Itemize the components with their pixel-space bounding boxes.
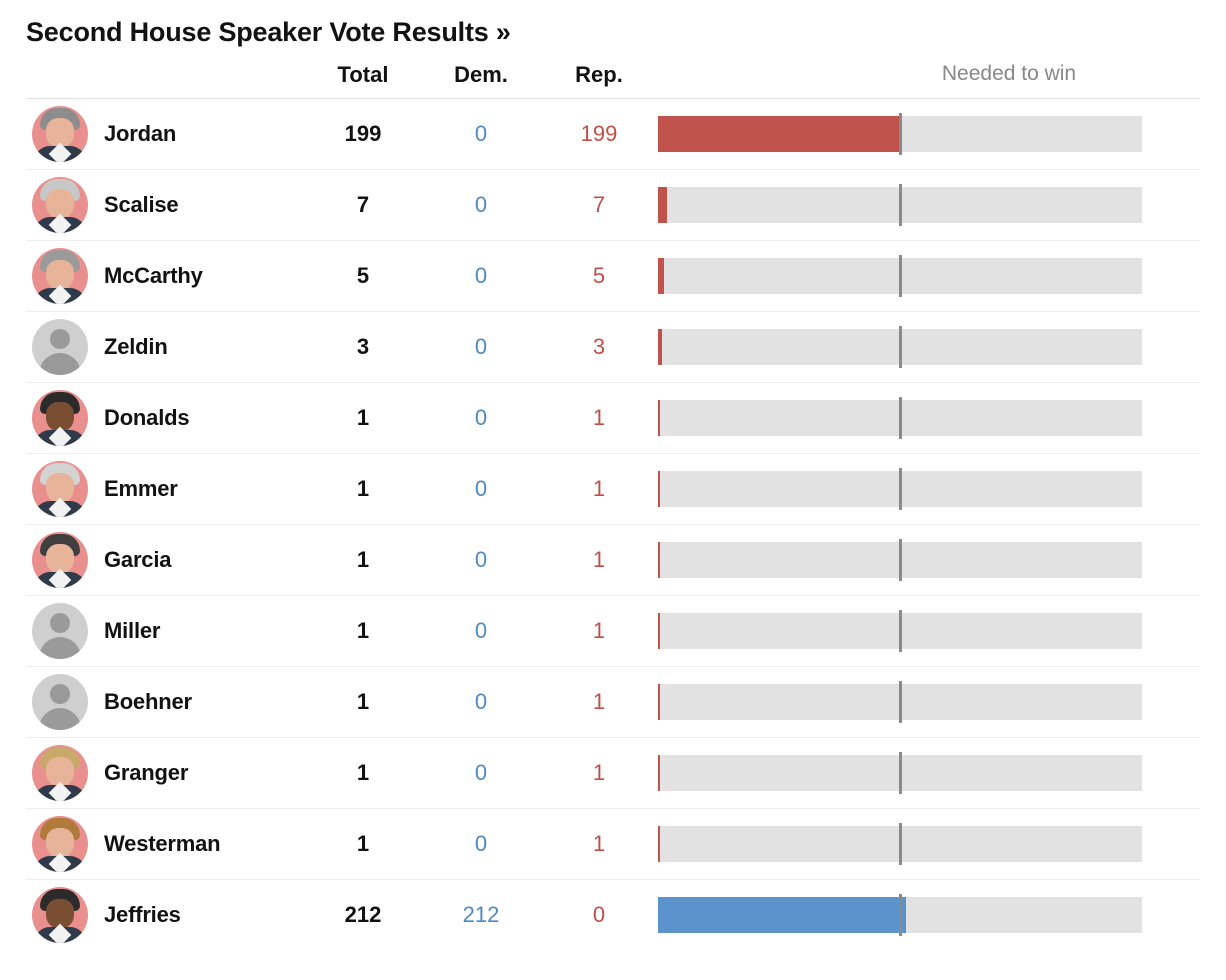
needed-to-win-label: Needed to win xyxy=(941,62,1077,86)
vote-bar-cell xyxy=(658,880,1200,951)
table-row xyxy=(26,170,1200,241)
vote-bar-fill xyxy=(658,116,902,152)
candidate-name: Garcia xyxy=(104,547,172,573)
table-row xyxy=(26,312,1200,383)
avatar xyxy=(32,106,88,162)
candidate-photo-cell xyxy=(26,383,104,454)
total-votes: 7 xyxy=(356,192,370,218)
candidate-name: McCarthy xyxy=(104,263,203,289)
table-row xyxy=(26,99,1200,170)
candidate-name: Boehner xyxy=(104,689,192,715)
vote-bar-fill xyxy=(658,755,660,791)
total-votes: 1 xyxy=(356,476,370,502)
table-row xyxy=(26,241,1200,312)
column-header-dem: Dem. xyxy=(454,62,508,88)
republican-votes: 7 xyxy=(592,192,606,218)
vote-bar-fill xyxy=(658,187,667,223)
vote-bar-track xyxy=(658,258,1142,294)
vote-bar-cell xyxy=(658,596,1200,667)
avatar xyxy=(32,248,88,304)
needed-to-win-marker xyxy=(899,113,902,155)
republican-votes: 1 xyxy=(592,405,606,431)
table-row xyxy=(26,525,1200,596)
vote-bar-track xyxy=(658,400,1142,436)
vote-bar-fill xyxy=(658,826,660,862)
vote-bar-track xyxy=(658,826,1142,862)
avatar xyxy=(32,816,88,872)
candidate-photo-cell xyxy=(26,525,104,596)
avatar xyxy=(32,390,88,446)
democrat-votes: 0 xyxy=(474,618,488,644)
vote-bar-track xyxy=(658,613,1142,649)
needed-to-win-marker xyxy=(899,823,902,865)
table-row xyxy=(26,667,1200,738)
republican-votes: 1 xyxy=(592,476,606,502)
table-row xyxy=(26,809,1200,880)
needed-to-win-marker xyxy=(899,539,902,581)
total-votes: 212 xyxy=(344,902,382,928)
total-votes: 5 xyxy=(356,263,370,289)
vote-bar-cell xyxy=(658,170,1200,241)
avatar xyxy=(32,887,88,943)
democrat-votes: 0 xyxy=(474,263,488,289)
democrat-votes: 0 xyxy=(474,334,488,360)
vote-bar-cell xyxy=(658,525,1200,596)
total-votes: 1 xyxy=(356,547,370,573)
vote-bar-track xyxy=(658,755,1142,791)
vote-bar-track xyxy=(658,897,1142,933)
avatar xyxy=(32,745,88,801)
total-votes: 1 xyxy=(356,618,370,644)
needed-to-win-marker xyxy=(899,752,902,794)
democrat-votes: 0 xyxy=(474,689,488,715)
vote-bar-fill xyxy=(658,684,660,720)
needed-to-win-marker xyxy=(899,184,902,226)
vote-bar-cell xyxy=(658,383,1200,454)
candidate-name: Zeldin xyxy=(104,334,168,360)
column-header-bar xyxy=(658,62,1200,99)
needed-to-win-marker xyxy=(899,894,902,936)
vote-bar-track xyxy=(658,542,1142,578)
candidate-name: Donalds xyxy=(104,405,190,431)
avatar xyxy=(32,674,88,730)
candidate-name: Westerman xyxy=(104,831,221,857)
republican-votes: 3 xyxy=(592,334,606,360)
table-row xyxy=(26,738,1200,809)
candidate-photo-cell xyxy=(26,454,104,525)
candidate-name: Jeffries xyxy=(104,902,181,928)
democrat-votes: 0 xyxy=(474,405,488,431)
table-header xyxy=(26,62,1200,99)
candidate-photo-cell xyxy=(26,809,104,880)
column-header-photo xyxy=(26,62,104,99)
vote-bar-cell xyxy=(658,667,1200,738)
republican-votes: 1 xyxy=(592,689,606,715)
vote-bar-fill xyxy=(658,400,660,436)
vote-bar-track xyxy=(658,116,1142,152)
vote-bar-cell xyxy=(658,241,1200,312)
candidate-name: Emmer xyxy=(104,476,178,502)
page-title: Second House Speaker Vote Results » xyxy=(26,17,511,47)
table-body xyxy=(26,99,1200,951)
vote-bar-cell xyxy=(658,312,1200,383)
vote-bar-fill xyxy=(658,542,660,578)
republican-votes: 199 xyxy=(580,121,618,147)
candidate-photo-cell xyxy=(26,241,104,312)
total-votes: 1 xyxy=(356,760,370,786)
avatar xyxy=(32,532,88,588)
vote-bar-cell xyxy=(658,738,1200,809)
democrat-votes: 0 xyxy=(474,760,488,786)
democrat-votes: 0 xyxy=(474,192,488,218)
column-header-rep: Rep. xyxy=(575,62,623,88)
table-row xyxy=(26,596,1200,667)
candidate-photo-cell xyxy=(26,99,104,170)
needed-to-win-marker xyxy=(899,326,902,368)
table-row xyxy=(26,383,1200,454)
vote-results-table xyxy=(26,62,1200,950)
candidate-name: Jordan xyxy=(104,121,177,147)
democrat-votes: 212 xyxy=(462,902,500,928)
vote-bar-cell xyxy=(658,809,1200,880)
vote-bar-fill xyxy=(658,613,660,649)
vote-bar-fill xyxy=(658,897,906,933)
candidate-name: Scalise xyxy=(104,192,179,218)
republican-votes: 1 xyxy=(592,831,606,857)
total-votes: 199 xyxy=(344,121,382,147)
candidate-name: Granger xyxy=(104,760,189,786)
total-votes: 1 xyxy=(356,689,370,715)
total-votes: 1 xyxy=(356,405,370,431)
total-votes: 1 xyxy=(356,831,370,857)
vote-bar-fill xyxy=(658,329,662,365)
candidate-photo-cell xyxy=(26,312,104,383)
column-header-total: Total xyxy=(337,62,389,88)
candidate-photo-cell xyxy=(26,667,104,738)
republican-votes: 1 xyxy=(592,760,606,786)
vote-bar-cell xyxy=(658,454,1200,525)
avatar xyxy=(32,319,88,375)
column-header-name xyxy=(104,62,304,99)
vote-bar-track xyxy=(658,471,1142,507)
vote-bar-fill xyxy=(658,471,660,507)
republican-votes: 1 xyxy=(592,547,606,573)
table-row xyxy=(26,454,1200,525)
candidate-photo-cell xyxy=(26,738,104,809)
candidate-photo-cell xyxy=(26,596,104,667)
needed-to-win-marker xyxy=(899,397,902,439)
total-votes: 3 xyxy=(356,334,370,360)
avatar xyxy=(32,177,88,233)
candidate-photo-cell xyxy=(26,880,104,951)
republican-votes: 5 xyxy=(592,263,606,289)
avatar xyxy=(32,461,88,517)
needed-to-win-marker xyxy=(899,610,902,652)
candidate-name: Miller xyxy=(104,618,161,644)
vote-bar-cell xyxy=(658,99,1200,170)
democrat-votes: 0 xyxy=(474,476,488,502)
democrat-votes: 0 xyxy=(474,547,488,573)
vote-bar-track xyxy=(658,187,1142,223)
avatar xyxy=(32,603,88,659)
needed-to-win-marker xyxy=(899,681,902,723)
candidate-photo-cell xyxy=(26,170,104,241)
needed-to-win-marker xyxy=(899,255,902,297)
republican-votes: 0 xyxy=(592,902,606,928)
vote-bar-track xyxy=(658,684,1142,720)
democrat-votes: 0 xyxy=(474,121,488,147)
vote-bar-fill xyxy=(658,258,664,294)
needed-to-win-marker xyxy=(899,468,902,510)
republican-votes: 1 xyxy=(592,618,606,644)
vote-bar-track xyxy=(658,329,1142,365)
democrat-votes: 0 xyxy=(474,831,488,857)
table-row xyxy=(26,880,1200,951)
